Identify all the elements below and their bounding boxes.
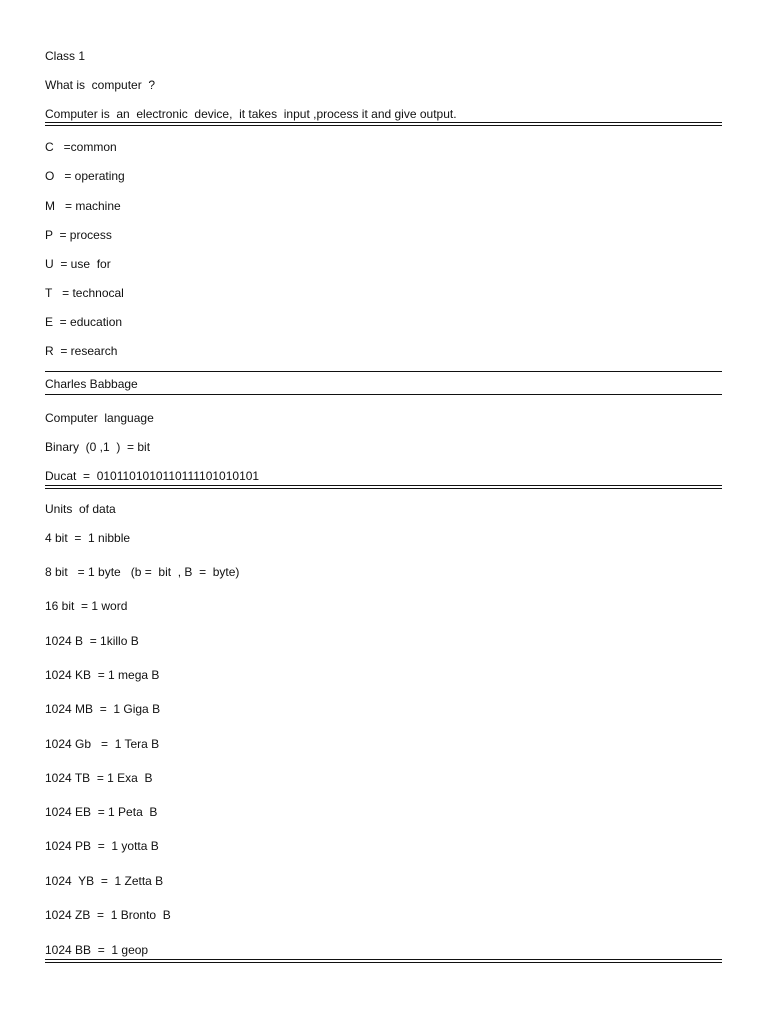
language-title: Computer language	[45, 411, 154, 425]
unit-line-geop: 1024 BB = 1 geop	[45, 943, 149, 957]
acronym-line-m: M = machine	[45, 199, 121, 213]
acronym-line-r: R = research	[45, 344, 118, 358]
acronym-line-e: E = education	[45, 315, 123, 329]
unit-line-nibble: 4 bit = 1 nibble	[45, 531, 131, 545]
divider	[45, 485, 722, 489]
class-label: Class 1	[45, 49, 86, 63]
acronym-line-o: O = operating	[45, 169, 125, 183]
unit-line-word: 16 bit = 1 word	[45, 599, 128, 613]
divider	[45, 394, 722, 395]
binary-line: Binary (0 ,1 ) = bit	[45, 440, 151, 454]
inventor-name: Charles Babbage	[45, 377, 138, 391]
unit-line-yotta: 1024 PB = 1 yotta B	[45, 839, 159, 853]
divider	[45, 959, 722, 963]
unit-line-tera: 1024 Gb = 1 Tera B	[45, 737, 160, 751]
divider	[45, 122, 722, 126]
unit-line-zetta: 1024 YB = 1 Zetta B	[45, 874, 164, 888]
divider	[45, 371, 722, 372]
ducat-line: Ducat = 0101101010110111101010101	[45, 469, 260, 483]
unit-line-bronto: 1024 ZB = 1 Bronto B	[45, 908, 171, 922]
unit-line-giga: 1024 MB = 1 Giga B	[45, 702, 161, 716]
unit-line-exa: 1024 TB = 1 Exa B	[45, 771, 153, 785]
acronym-line-t: T = technocal	[45, 286, 124, 300]
definition-text: Computer is an electronic device, it takes input ,process it and give output.	[45, 107, 457, 121]
unit-line-mega: 1024 KB = 1 mega B	[45, 668, 160, 682]
unit-line-byte: 8 bit = 1 byte (b = bit , B = byte)	[45, 565, 240, 579]
unit-line-peta: 1024 EB = 1 Peta B	[45, 805, 158, 819]
acronym-line-p: P = process	[45, 228, 112, 242]
acronym-line-u: U = use for	[45, 257, 111, 271]
question-text: What is computer ?	[45, 78, 156, 92]
unit-line-kilo: 1024 B = 1killo B	[45, 634, 139, 648]
units-title: Units of data	[45, 502, 116, 516]
acronym-line-c: C =common	[45, 140, 117, 154]
